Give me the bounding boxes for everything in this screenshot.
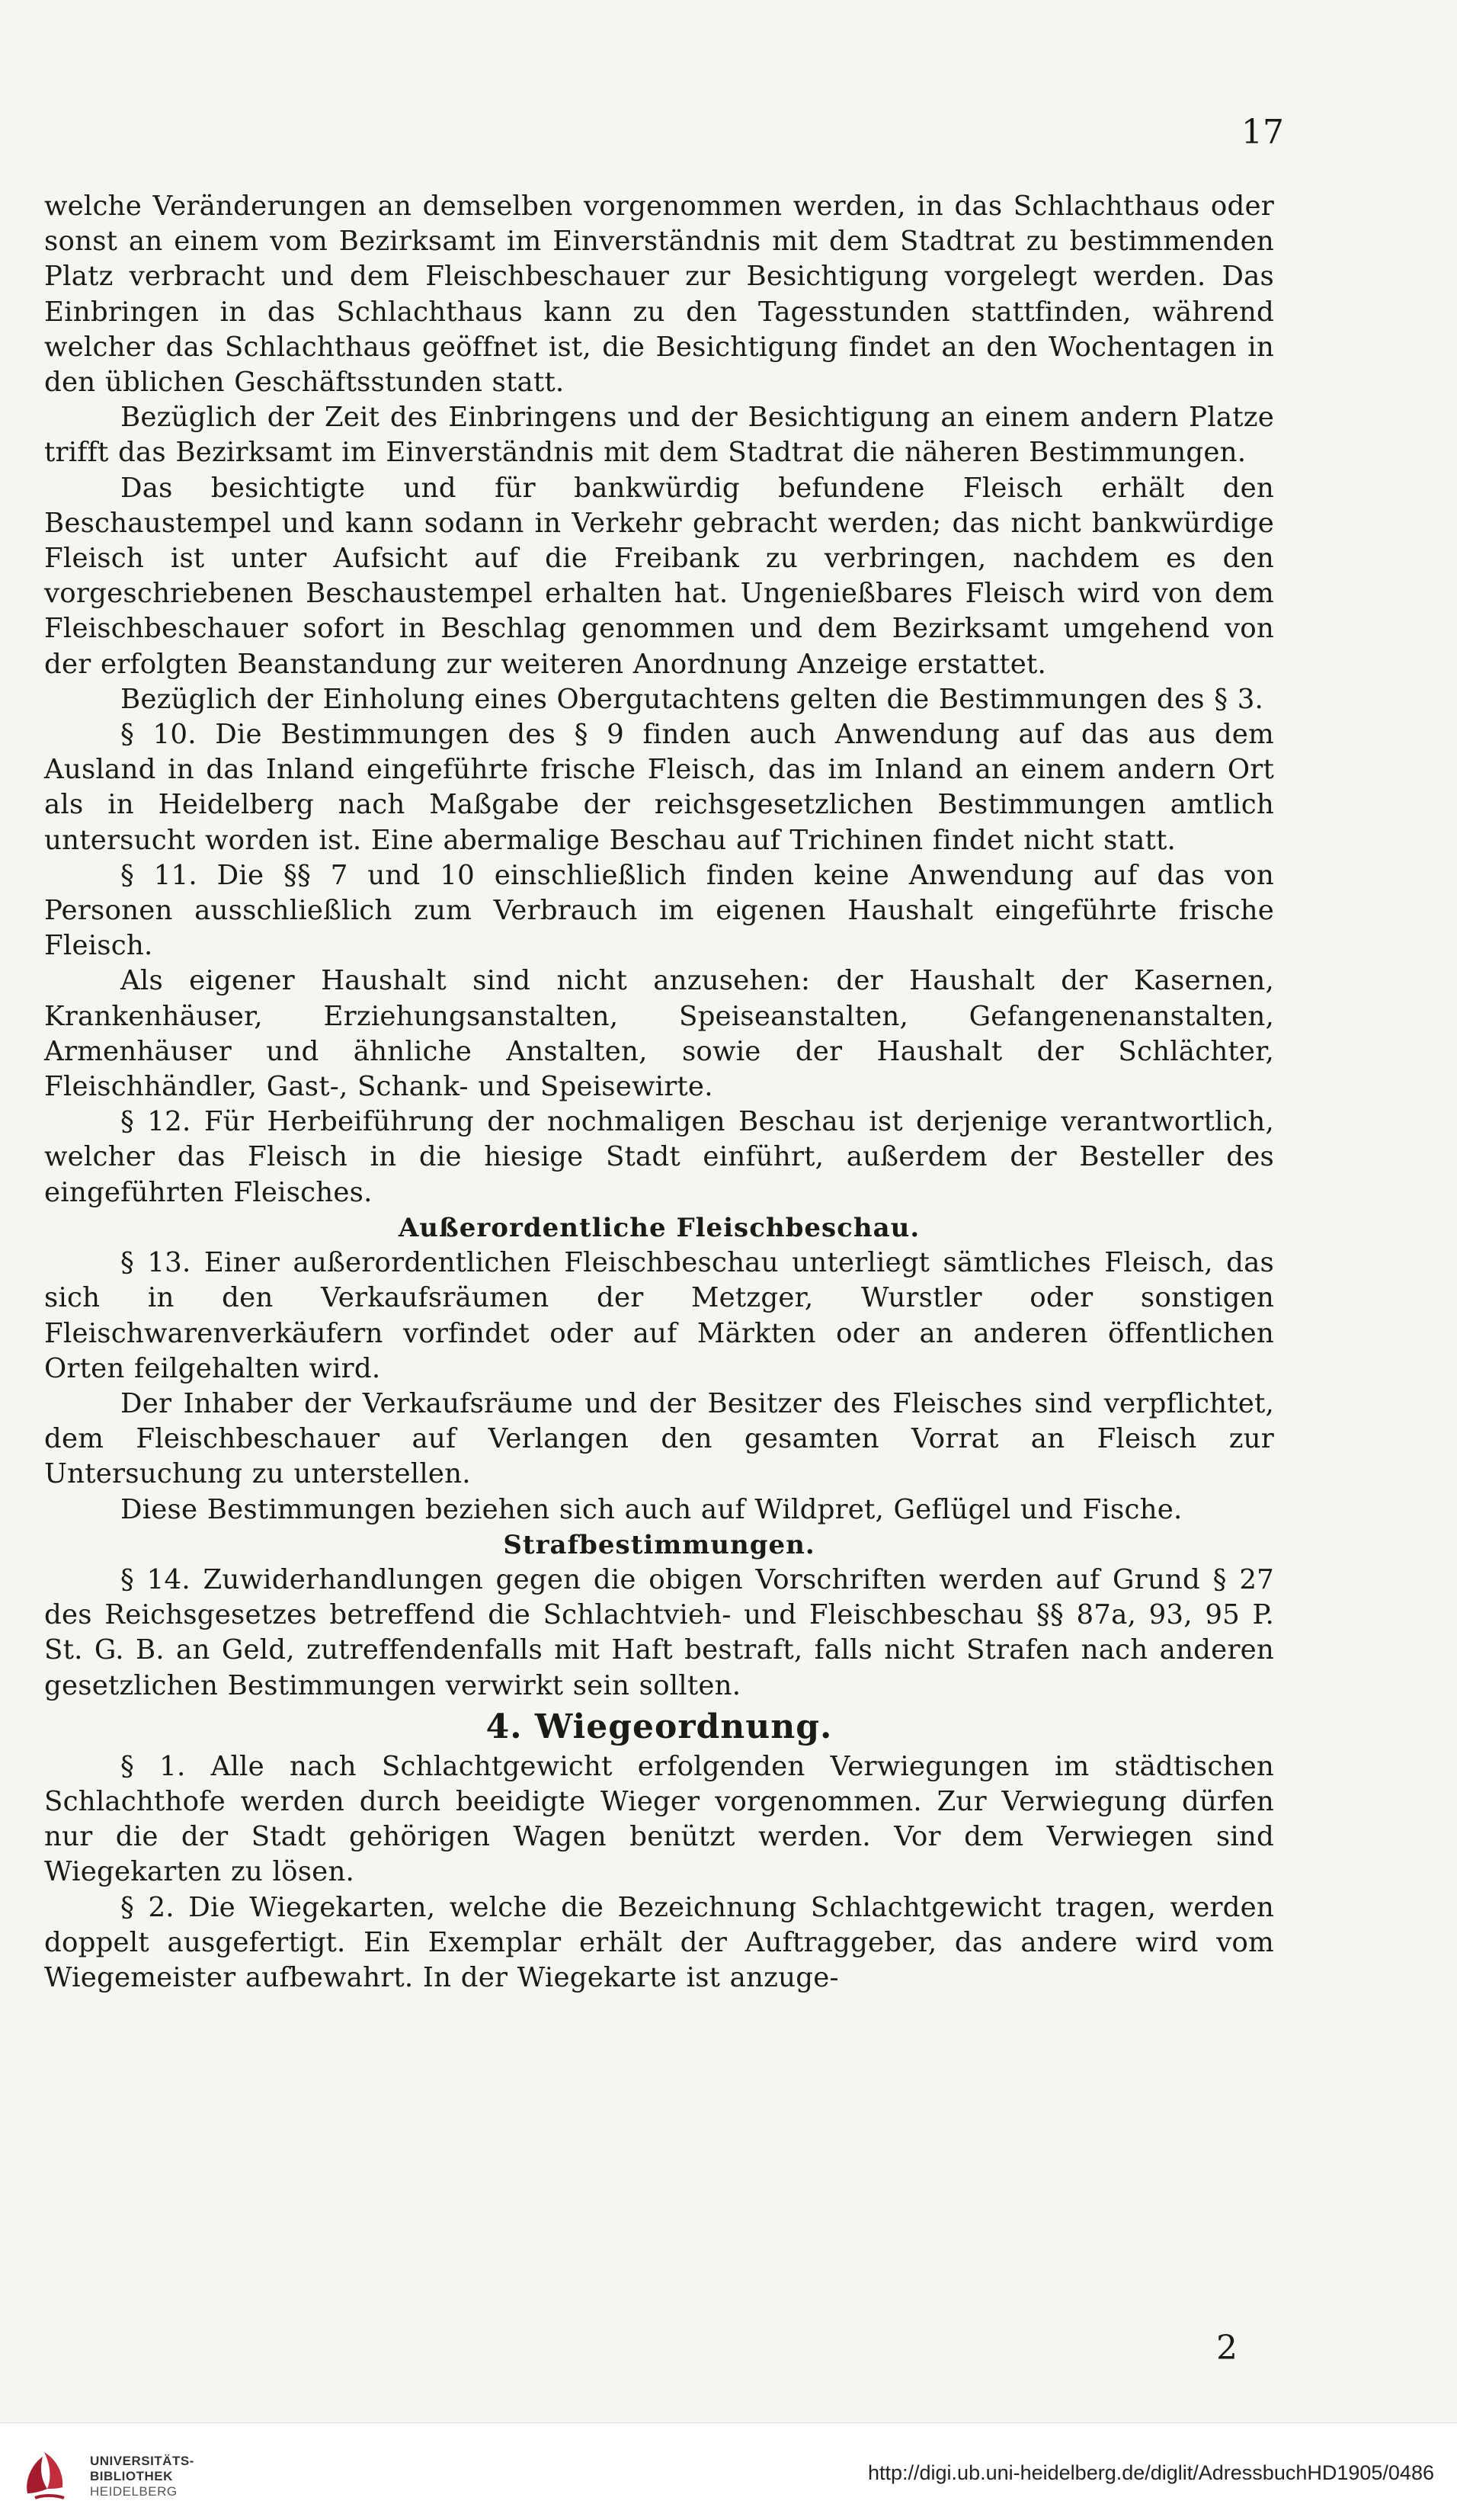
paragraph-4: Bezüglich der Einholung eines Obergutachtens gelten die Bestimmungen des § 3. xyxy=(120,683,1264,715)
paragraph-section-14: § 14. Zuwiderhandlungen gegen die obigen Vorschriften werden auf Grund § 27 des Reichsgesetzes betreffend die Schlachtvieh- und Fleischbeschau §§ 87a, 93, 95 P. St. G. B. an Geld, zutreffendenfalls mit Haft bestraft, falls nicht Strafen nach anderen gesetzlichen Bestimmungen verwirkt sein sollten. xyxy=(44,1563,1274,1701)
paragraph-1: welche Veränderungen an demselben vorgenommen werden, in das Schlachthaus oder sonst an einem vom Bezirksamt im Einverständnis mit dem Stadtrat zu bestimmenden Platz verbracht und dem Fleischbeschauer zur Besichtigung vorgelegt werden. Das Einbringen in das Schlachthaus kann zu den Tagesstunden stattfinden, während welcher das Schlachthaus geöffnet ist, die Besichtigung findet an den Wochentagen in den üblichen Geschäftsstunden statt. xyxy=(44,191,1274,399)
library-name xyxy=(90,2454,194,2499)
heading-ausserordentliche-fleischbeschau: Außerordentliche Fleischbeschau. xyxy=(398,1212,921,1243)
page-number: 17 xyxy=(1241,113,1284,152)
paragraph-section-12: § 12. Für Herbeiführung der nochmaligen Beschau ist derjenige verantwortlich, welcher das Fleisch in die hiesige Stadt einführt, außerdem der Besteller des eingeführten Fleisches. xyxy=(44,1106,1274,1208)
paragraph-2: Bezüglich der Zeit des Einbringens und der Besichtigung an einem andern Platze trifft das Bezirksamt im Einverständnis mit dem Stadtrat die näheren Bestimmungen. xyxy=(44,402,1274,469)
paragraph-10: Der Inhaber der Verkaufsräume und der Besitzer des Fleisches sind verpflichtet, dem Fleischbeschauer auf Verlangen den gesamten Vorrat an Fleisch zur Untersuchung zu unterstellen. xyxy=(44,1387,1274,1490)
footer-bar xyxy=(0,2422,1457,2520)
paragraph-section-11: § 11. Die §§ 7 und 10 einschließlich finden keine Anwendung auf das von Personen ausschließlich zum Verbrauch im eigenen Haushalt eingeführte frische Fleisch. xyxy=(44,859,1274,962)
library-seal-icon xyxy=(17,2440,78,2506)
paragraph-section-10: § 10. Die Bestimmungen des § 9 finden auch Anwendung auf das aus dem Ausland in das Inland eingeführte frische Fleisch, das im Inland an einem andern Ort als in Heidelberg nach Maßgabe der reichsgesetzlichen Bestimmungen amtlich untersucht worden ist. Eine abermalige Beschau auf Trichinen findet nicht statt. xyxy=(44,719,1274,856)
paragraph-wiege-1: § 1. Alle nach Schlachtgewicht erfolgenden Verwiegungen im städtischen Schlachthofe werden durch beeidigte Wieger vorgenommen. Zur Verwiegung dürfen nur die der Stadt gehörigen Wagen benützt werden. Vor dem Verwiegen sind Wiegekarten zu lösen. xyxy=(44,1750,1274,1888)
text-body xyxy=(44,189,1274,1996)
signature-mark: 2 xyxy=(1216,2329,1238,2368)
paragraph-wiege-2: § 2. Die Wiegekarten, welche die Bezeichnung Schlachtgewicht tragen, werden doppelt ausgefertigt. Ein Exemplar erhält der Auftraggeber, das andere wird vom Wiegemeister aufbewahrt. In der Wiegekarte ist anzuge- xyxy=(44,1891,1274,1993)
paragraph-3: Das besichtigte und für bankwürdig befundene Fleisch erhält den Beschaustempel und kann sodann in Verkehr gebracht werden; das nicht bankwürdige Fleisch ist unter Aufsicht auf die Freibank zu verbringen, nachdem es den vorgeschriebenen Beschaustempel erhalten hat. Ungenießbares Fleisch wird von dem Fleischbeschauer sofort in Beschlag genommen und dem Bezirksamt umgehend von der erfolgten Beanstandung zur weiteren Anordnung Anzeige erstattet. xyxy=(44,472,1274,680)
paragraph-section-13: § 13. Einer außerordentlichen Fleischbeschau unterliegt sämtliches Fleisch, das sich in den Verkaufsräumen der Metzger, Wurstler oder sonstigen Fleischwarenverkäufern vorfindet oder auf Märkten oder an anderen öffentlichen Orten feilgehalten wird. xyxy=(44,1247,1274,1384)
library-name-line-2: BIBLIOTHEK xyxy=(90,2469,173,2483)
paragraph-7: Als eigener Haushalt sind nicht anzusehen: der Haushalt der Kasernen, Krankenhäuser, Erziehungsanstalten, Speiseanstalten, Gefangenenanstalten, Armenhäuser und ähnliche Anstalten, sowie der Haushalt der Schlächter, Fleischhändler, Gast-, Schank- und Speisewirte. xyxy=(44,965,1274,1103)
paragraph-11: Diese Bestimmungen beziehen sich auch auf Wildpret, Geflügel und Fische. xyxy=(120,1493,1183,1525)
library-name-line-1: UNIVERSITÄTS- xyxy=(90,2454,194,2468)
library-name-line-3: HEIDELBERG xyxy=(90,2484,178,2499)
source-url-link[interactable]: http://digi.ub.uni-heidelberg.de/diglit/AdressbuchHD1905/0486 xyxy=(867,2461,1434,2484)
heading-wiegeordnung: 4. Wiegeordnung. xyxy=(485,1707,833,1746)
heading-strafbestimmungen: Strafbestimmungen. xyxy=(503,1529,815,1560)
library-logo[interactable] xyxy=(17,2440,230,2506)
